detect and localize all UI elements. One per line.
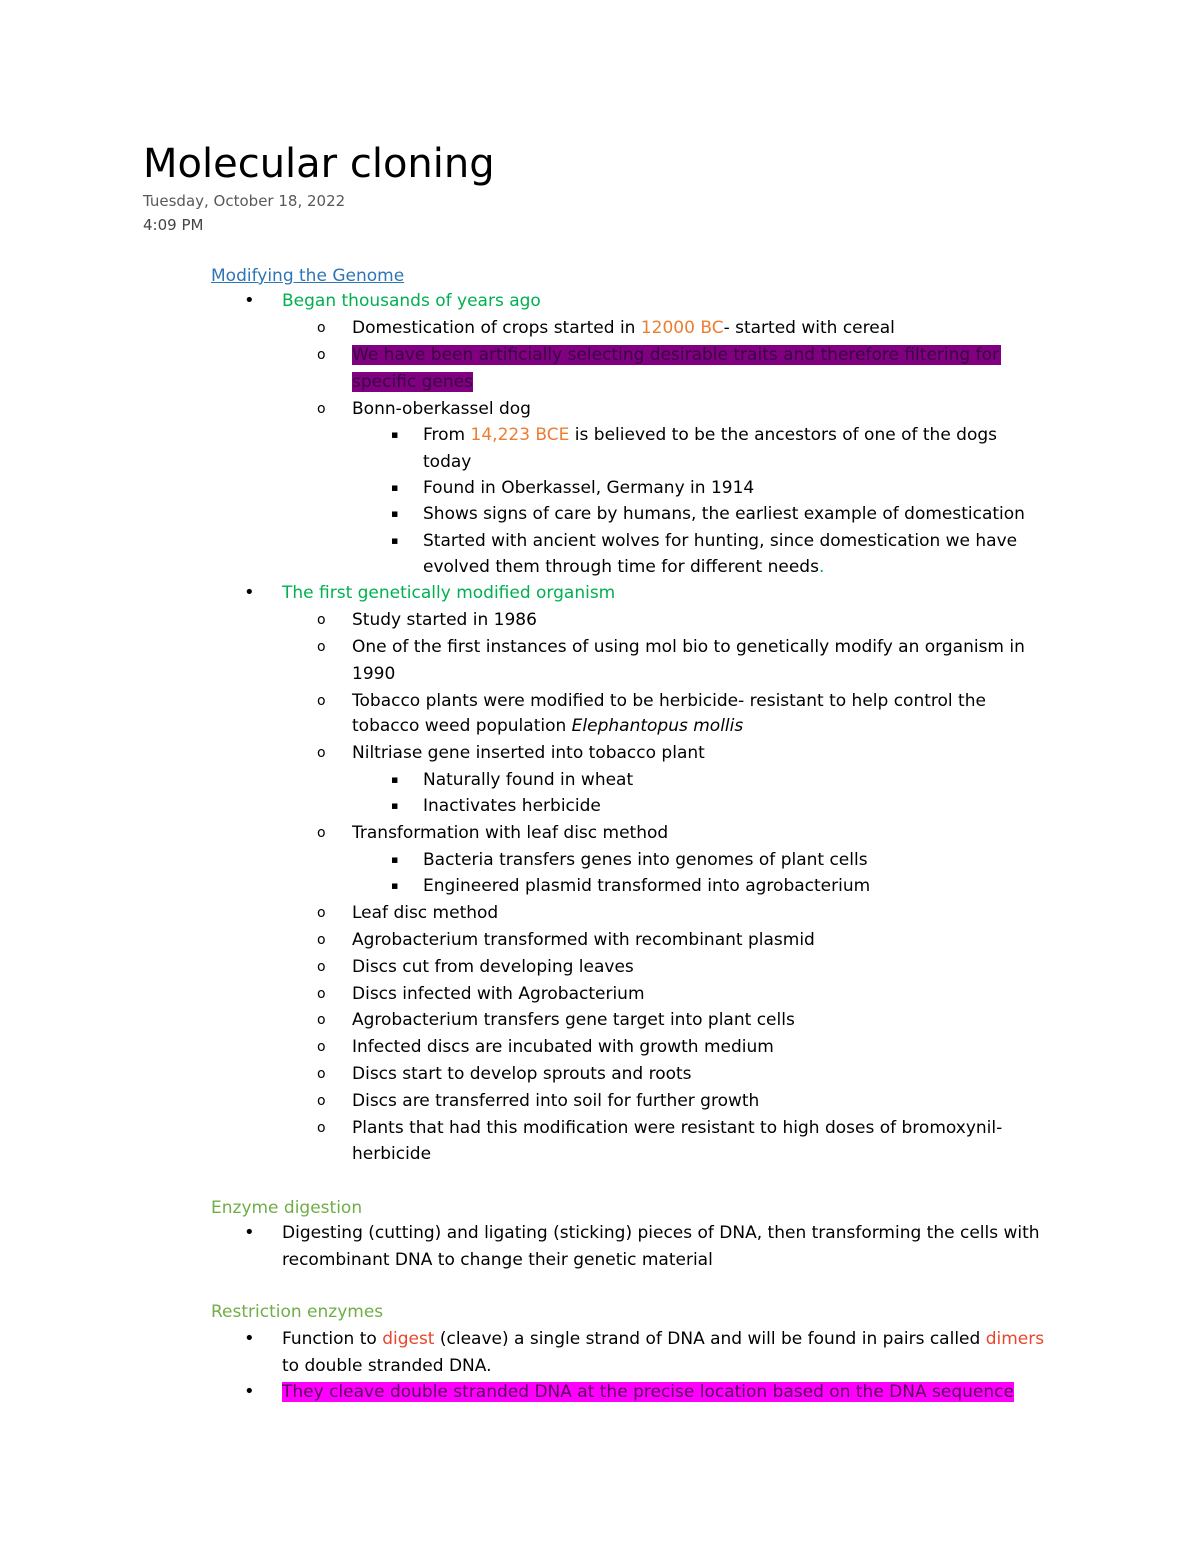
list-item: Digesting (cutting) and ligating (sticking) pieces of DNA, then transforming the cells with (282, 1223, 1040, 1243)
list-item-continuation: 1990 (352, 664, 396, 684)
section-heading-restriction-enzymes: Restriction enzymes (211, 1302, 384, 1322)
highlight-date: 14,223 BCE (470, 425, 570, 445)
bullet-circle-icon: o (317, 1012, 326, 1028)
list-item: Bacteria transfers genes into genomes of plant cells (423, 850, 868, 870)
list-item: Agrobacterium transfers gene target into plant cells (352, 1010, 795, 1030)
bullet-circle-icon: o (317, 639, 326, 655)
text: Domestication of crops started in (352, 318, 641, 338)
text: (cleave) a single strand of DNA and will be found in pairs called (434, 1329, 986, 1349)
section-heading-enzyme-digestion: Enzyme digestion (211, 1198, 363, 1218)
text: Function to (282, 1329, 383, 1349)
text: - started with cereal (723, 318, 895, 338)
list-item-continuation: recombinant DNA to change their genetic material (282, 1250, 713, 1270)
bullet-circle-icon: o (317, 959, 326, 975)
list-item: Discs cut from developing leaves (352, 957, 634, 977)
highlighted-text: specific genes (352, 372, 473, 392)
list-item: Study started in 1986 (352, 610, 537, 630)
bullet-square-icon: ▪ (391, 773, 399, 786)
species-name: Elephantopus mollis (571, 716, 744, 736)
text: evolved them through time for different needs (423, 557, 819, 577)
list-item: Naturally found in wheat (423, 770, 634, 790)
list-item (282, 1379, 1014, 1405)
bullet-circle-icon: o (317, 347, 326, 363)
list-item-continuation (352, 713, 743, 739)
list-item: Tobacco plants were modified to be herbicide- resistant to help control the (352, 691, 986, 711)
list-item: Shows signs of care by humans, the earliest example of domestication (423, 504, 1025, 524)
page-date: Tuesday, October 18, 2022 (143, 192, 346, 210)
section-heading-modifying-genome[interactable]: Modifying the Genome (211, 266, 405, 286)
list-item: One of the first instances of using mol bio to genetically modify an organism in (352, 637, 1025, 657)
bullet-square-icon: ▪ (391, 879, 399, 892)
bullet-dot-icon: • (244, 290, 255, 311)
highlight-date: 12000 BC (640, 318, 724, 338)
text: tobacco weed population (352, 716, 572, 736)
bullet-circle-icon: o (317, 745, 326, 761)
bullet-circle-icon: o (317, 932, 326, 948)
list-item: Discs start to develop sprouts and roots (352, 1064, 692, 1084)
list-item (352, 315, 895, 341)
list-item (352, 342, 1001, 368)
list-item: Plants that had this modification were resistant to high doses of bromoxynil- (352, 1118, 1003, 1138)
bullet-circle-icon: o (317, 825, 326, 841)
highlighted-text: They cleave double stranded DNA at the precise location based on the DNA sequence (282, 1382, 1014, 1402)
page-time: 4:09 PM (143, 216, 204, 234)
list-item: Niltriase gene inserted into tobacco plant (352, 743, 705, 763)
bullet-circle-icon: o (317, 693, 326, 709)
list-item-continuation (423, 554, 824, 580)
highlighted-text: We have been artificially selecting desirable traits and therefore filtering for (352, 345, 999, 365)
bullet-circle-icon: o (317, 905, 326, 921)
bullet-square-icon: ▪ (391, 507, 399, 520)
list-item: The first genetically modified organism (282, 583, 616, 603)
list-item: Agrobacterium transformed with recombinant plasmid (352, 930, 815, 950)
list-item: Inactivates herbicide (423, 796, 601, 816)
bullet-circle-icon: o (317, 612, 326, 628)
page-title: Molecular cloning (143, 141, 495, 187)
list-item: Leaf disc method (352, 903, 499, 923)
text: From (423, 425, 471, 445)
bullet-dot-icon: • (244, 582, 255, 603)
list-item-continuation: herbicide (352, 1144, 432, 1164)
keyword-dimers: dimers (985, 1329, 1045, 1349)
list-item: Transformation with leaf disc method (352, 823, 669, 843)
list-item: Discs infected with Agrobacterium (352, 984, 645, 1004)
list-item-continuation: to double stranded DNA. (282, 1356, 492, 1376)
bullet-circle-icon: o (317, 320, 326, 336)
bullet-circle-icon: o (317, 1093, 326, 1109)
bullet-circle-icon: o (317, 1120, 326, 1136)
bullet-circle-icon: o (317, 401, 326, 417)
list-item: Engineered plasmid transformed into agrobacterium (423, 876, 871, 896)
list-item (423, 422, 997, 448)
list-item: Began thousands of years ago (282, 291, 541, 311)
list-item: Found in Oberkassel, Germany in 1914 (423, 478, 755, 498)
bullet-circle-icon: o (317, 1066, 326, 1082)
list-item: Bonn-oberkassel dog (352, 399, 531, 419)
bullet-circle-icon: o (317, 1039, 326, 1055)
list-item: Started with ancient wolves for hunting, since domestication we have (423, 531, 1018, 551)
list-item-continuation (352, 369, 473, 395)
bullet-circle-icon: o (317, 986, 326, 1002)
bullet-square-icon: ▪ (391, 534, 399, 547)
list-item-continuation: today (423, 452, 472, 472)
list-item: Discs are transferred into soil for further growth (352, 1091, 760, 1111)
bullet-square-icon: ▪ (391, 428, 399, 441)
bullet-square-icon: ▪ (391, 853, 399, 866)
bullet-dot-icon: • (244, 1222, 255, 1243)
bullet-dot-icon: • (244, 1381, 255, 1402)
bullet-square-icon: ▪ (391, 799, 399, 812)
list-item: Infected discs are incubated with growth medium (352, 1037, 774, 1057)
bullet-square-icon: ▪ (391, 481, 399, 494)
keyword-digest: digest (382, 1329, 435, 1349)
text: is believed to be the ancestors of one of the dogs (569, 425, 998, 445)
list-item (282, 1326, 1044, 1352)
bullet-dot-icon: • (244, 1328, 255, 1349)
text: . (818, 557, 825, 577)
